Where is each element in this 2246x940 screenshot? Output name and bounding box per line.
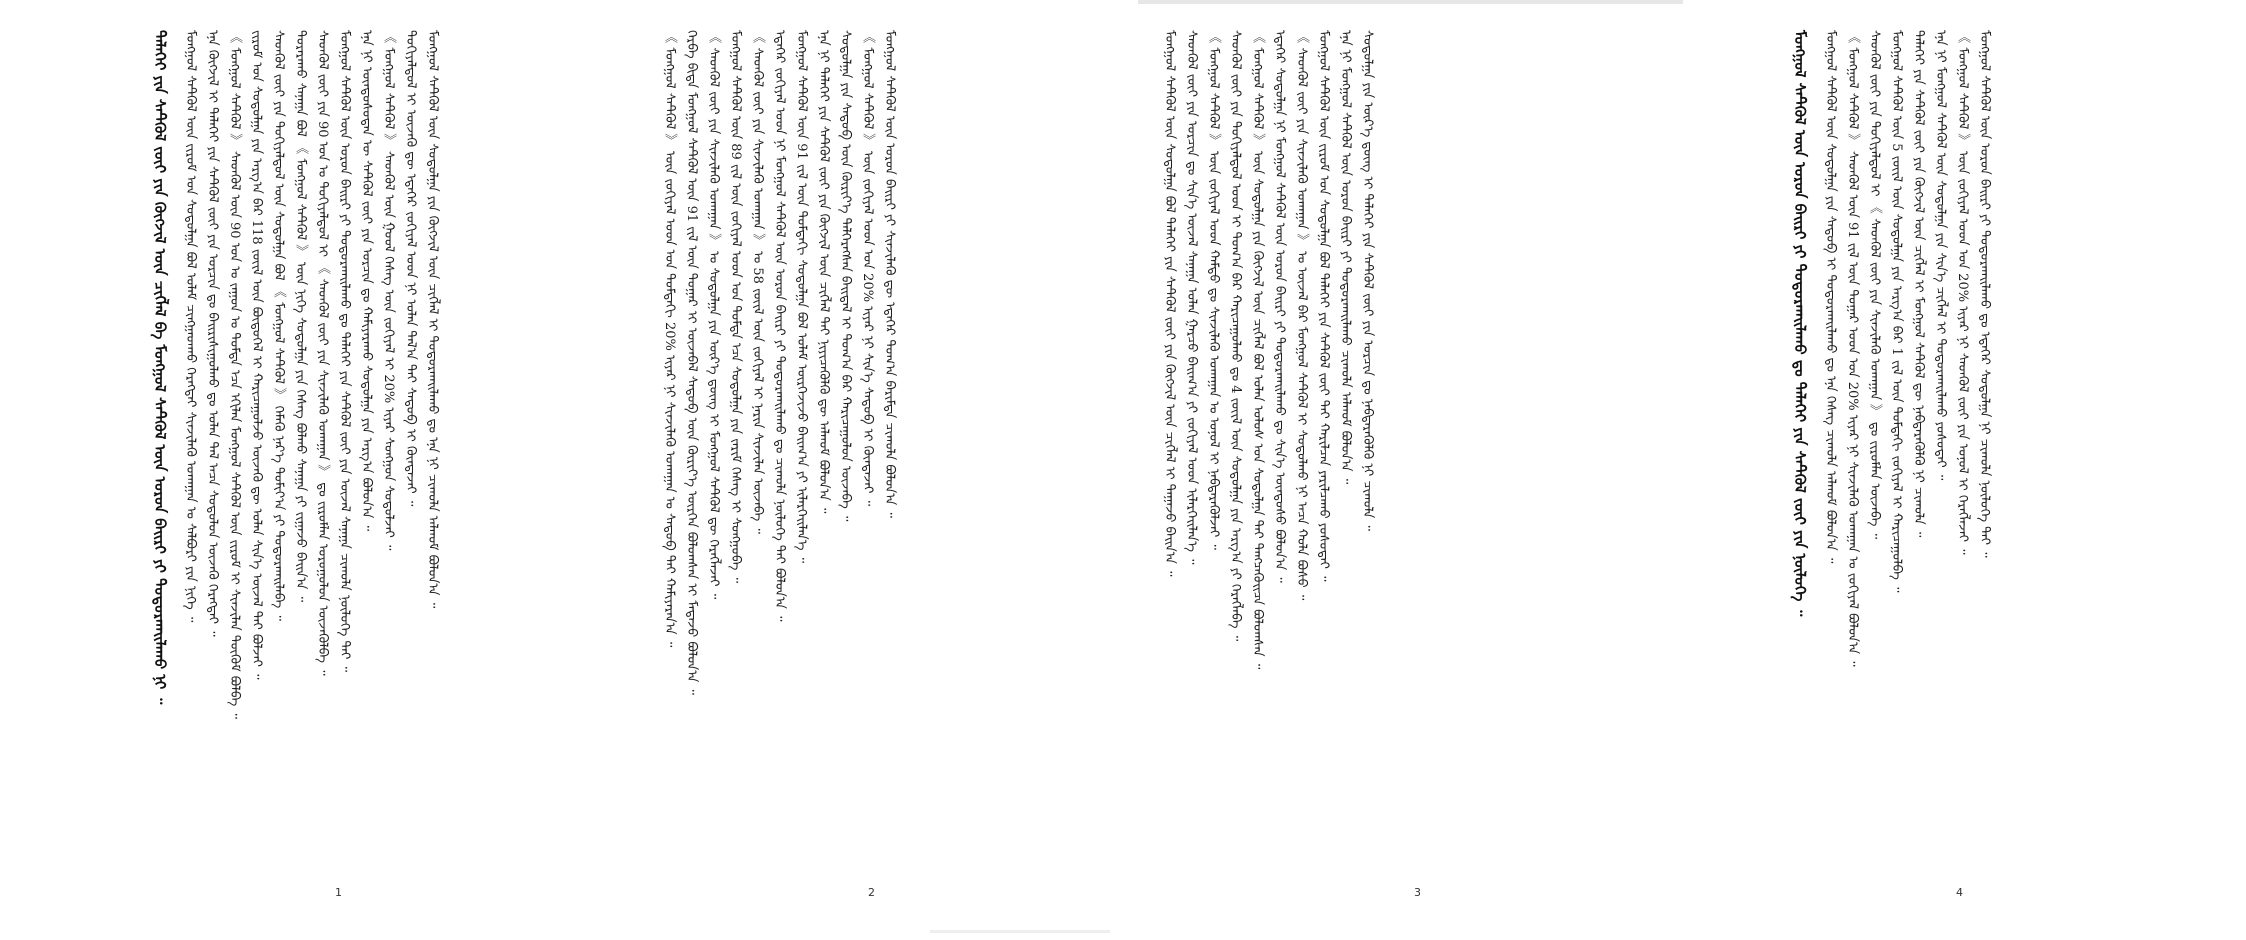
text-line: ᠮᠣᠩᠭᠣᠯ ᠰᠡᠲᠭᠦᠯ ᠦᠨ 89 ᠵᠢᠯ ᠦᠨ ᠵᠣᠬᠢᠶᠠᠯ ᠤᠳ ᠤᠨ ᠳᠤᠮᠳᠠ ᠡᠴᠡ ᠰᠤᠳᠤᠯᠭᠠ ᠶᠢᠨ ᠵᠠᠷᠢᠮ ᠬᠡᠰᠡᠭ ᠢ ᠰᠣᠩᠭᠣᠪᠠ ᠃ (728, 30, 743, 584)
text-line: ᠰᠤᠳᠤᠯᠭᠠ ᠶᠢᠨ ᠰᠡᠳᠦᠪ ᠦᠨ ᠬᠦᠷᠢᠶ᠎ᠡ ᠳᠡᠯᠭᠡᠷᠡᠭᠰᠡᠨ ᠪᠠᠢᠳᠠᠯ ᠢ ᠲᠣᠭ᠎ᠠ ᠪᠠᠷ ᠬᠠᠷᠢᠴᠠᠭᠤᠯᠤᠨ ᠦᠵᠡᠪᠡ ᠃ (838, 30, 853, 522)
text-line: 《 ᠮᠣᠩᠭᠣᠯ ᠰᠡᠲᠭᠦᠯ 》 ᠦᠨ ᠵᠣᠬᠢᠶᠠᠯ ᠤᠳ ᠤᠨ 20% ᠢᠶᠠᠷ ᠨᠢ ᠰᠡᠳᠬᠦᠯ ᠵᠦᠢ ᠶᠢᠨ ᠣᠨᠣᠯ ᠢ ᠬᠡᠷᠡᠭᠯᠡᠵᠡᠢ ᠃ (1955, 30, 1970, 555)
text-line: ᠳᠡᠯᠡᠬᠡᠢ ᠶᠢᠨ ᠰᠡᠲᠭᠦᠯ ᠵᠦᠢ ᠶᠢᠨ ᠬᠥᠭᠵᠢᠯ ᠦᠨ ᠴᠢᠭᠯᠡᠯ ᠢ ᠮᠣᠩᠭᠣᠯ ᠰᠡᠲᠭᠦᠯ ᠳᠦ ᠨᠡᠪᠲᠡᠷᠡᠭᠦᠯᠬᠦ ᠨᠢ ᠴᠢᠬᠤᠯᠠ ᠃ (1911, 30, 1926, 538)
text-line: ᠮᠣᠩᠭᠣᠯ ᠰᠡᠲᠭᠦᠯ ᠦᠨ ᠵᠢᠷᠤᠮ ᠤᠨ ᠰᠤᠳᠤᠯᠭᠠ ᠪᠣᠯ ᠤᠯᠠᠮ ᠴᠢᠩᠭᠠᠳᠬᠤ ᠬᠡᠷᠡᠭᠲᠡᠢ ᠰᠢᠨᠵᠢᠯᠡᠬᠦ ᠤᠬᠠᠭᠠᠨ ᠤ ᠰᠠᠯᠪᠤᠷᠢ ᠶᠢᠨ ᠨᠢᠭᠡ ᠃ (183, 30, 198, 623)
page-number-1: 1 (335, 886, 342, 899)
text-line: ᠡᠨᠡ ᠨᠢ ᠮᠣᠩᠭᠣᠯ ᠰᠡᠲᠭᠦᠯ ᠦᠨ ᠣᠷᠣᠨ ᠪᠠᠢᠷᠢ ᠶᠢ ᠲᠣᠳᠣᠷᠬᠠᠢᠯᠠᠬᠤ ᠴᠢᠬᠤᠯᠠ ᠠᠯᠬᠤᠮ ᠪᠣᠯᠤᠨ᠎ᠠ ᠃ (1338, 30, 1353, 485)
page-3-text-columns (1160, 30, 1410, 900)
text-line: 《 ᠮᠣᠩᠭᠣᠯ ᠰᠡᠲᠭᠦᠯ 》 ᠦᠨ ᠵᠣᠬᠢᠶᠠᠯ ᠤᠳ ᠬᠠᠮᠲᠤ ᠳᠤ ᠰᠢᠨᠵᠢᠯᠡᠬᠦ ᠤᠬᠠᠭᠠᠨ ᠤ ᠣᠨᠣᠯ ᠢ ᠨᠡᠪᠲᠡᠷᠡᠭᠦᠯᠵᠡᠢ ᠃ (1206, 30, 1221, 550)
text-line: 《 ᠮᠣᠩᠭᠣᠯ ᠰᠡᠲᠭᠦᠯ 》 ᠦᠨ ᠰᠤᠳᠤᠯᠭᠠ ᠶᠢᠨ ᠬᠥᠭᠵᠢᠯ ᠦᠨ ᠴᠢᠭᠯᠡᠯ ᠪᠣᠯ ᠣᠯᠠᠨ ᠤᠯᠤᠰ ᠤᠨ ᠰᠤᠳᠤᠯᠭᠠ ᠲᠠᠢ ᠲᠡᠩᠴᠡᠬᠦᠢᠴᠡ ᠪᠣᠯᠤᠭᠰᠠᠨ ᠃ (1250, 30, 1265, 670)
text-line: ᠰᠡᠳᠬᠦᠯ ᠵᠦᠢ ᠶᠢᠨ ᠲᠣᠬᠢᠶᠠᠯᠳᠤᠯ ᠦᠨ ᠰᠤᠳᠤᠯᠭᠠ ᠪᠣᠯ 《 ᠮᠣᠩᠭᠣᠯ ᠰᠡᠲᠭᠦᠯ 》 ᠬᠡᠮᠡᠬᠦ ᠨᠡᠷ᠎ᠡ ᠲᠣᠮᠢᠶ᠎ᠠ ᠶᠢ ᠲᠣᠳᠣᠷᠬᠠᠢᠯᠠᠪᠠ ᠃ (271, 30, 286, 621)
text-line: ᠵᠢᠷᠤᠮ ᠤᠨ ᠰᠤᠳᠤᠯᠭᠠ ᠶᠢᠨ ᠠᠷᠭ᠎ᠠ ᠪᠠᠷ 118 ᠵᠦᠢᠯ ᠦᠨ ᠪᠦᠲᠦᠭᠡᠯ ᠢ ᠬᠠᠷᠢᠴᠠᠭᠤᠯᠵᠤ ᠦᠵᠡᠬᠦ ᠳᠦ ᠣᠯᠠᠨ ᠰᠢᠨ᠎ᠡ ᠦᠵᠡᠯ ᠲᠡᠢ ᠪᠣᠯᠵᠠᠢ ᠃ (249, 30, 264, 680)
text-line: ᠮᠣᠩᠭᠣᠯ ᠰᠡᠲᠭᠦᠯ ᠦᠨ ᠰᠤᠳᠤᠯᠭᠠ ᠪᠣᠯ ᠳᠡᠯᠡᠬᠡᠢ ᠶᠢᠨ ᠰᠡᠲᠭᠦᠯ ᠵᠦᠢ ᠶᠢᠨ ᠬᠥᠭᠵᠢᠯ ᠦᠨ ᠴᠢᠭᠯᠡᠯ ᠢ ᠳᠠᠭᠠᠵᠤ ᠪᠠᠢᠨ᠎ᠠ ᠃ (1162, 30, 1177, 577)
text-line: 《 ᠮᠣᠩᠭᠣᠯ ᠰᠡᠲᠭᠦᠯ 》 ᠰᠡᠳᠭᠦᠯ ᠦᠨ 91 ᠵᠢᠯ ᠦᠨ ᠳᠤᠭᠠᠷ ᠤᠳ ᠤᠨ 20% ᠢᠶᠠᠷ ᠨᠢ ᠰᠢᠨᠵᠢᠯᠡᠬᠦ ᠤᠬᠠᠭᠠᠨ ᠤ ᠵᠣᠬᠢᠶᠠᠯ ᠪᠣᠯᠤᠨ᠎ᠠ ᠃ (1845, 30, 1860, 667)
text-line: 《 ᠮᠣᠩᠭᠣᠯ ᠰᠡᠲᠭᠦᠯ 》 ᠦᠨ ᠵᠣᠬᠢᠶᠠᠯ ᠤᠳ ᠤᠨ ᠳᠤᠮᠳᠠᠬᠢ 20% ᠢᠶᠠᠷ ᠨᠢ ᠰᠢᠨᠵᠢᠯᠡᠬᠦ ᠤᠬᠠᠭᠠᠨ ᠤ ᠰᠡᠳᠦᠪ ᠲᠠᠢ ᠬᠠᠮᠢᠶᠠᠷᠠᠨ᠎ᠠ ᠃ (662, 30, 677, 648)
text-line: ᠮᠣᠩᠭᠣᠯ ᠰᠡᠲᠭᠦᠯ ᠦᠨ ᠰᠤᠳᠤᠯᠭᠠ ᠶᠢᠨ ᠬᠥᠭᠵᠢᠯ ᠦᠨ ᠴᠢᠭᠯᠡᠯ ᠢ ᠲᠣᠳᠣᠷᠬᠠᠢᠯᠠᠬᠤ ᠳᠤ ᠡᠨᠡ ᠨᠢ ᠴᠢᠬᠤᠯᠠ ᠠᠯᠬᠤᠮ ᠪᠣᠯᠤᠨ᠎ᠠ ᠃ (425, 30, 440, 609)
text-line: ᠮᠣᠩᠭᠣᠯ ᠰᠡᠲᠭᠦᠯ ᠦᠨ ᠵᠢᠷᠤᠮ ᠤᠨ ᠰᠤᠳᠤᠯᠭᠠ ᠪᠣᠯ ᠳᠡᠯᠡᠬᠡᠢ ᠶᠢᠨ ᠰᠡᠲᠭᠦᠯ ᠵᠦᠢ ᠲᠡᠢ ᠬᠠᠷᠢᠯᠴᠠᠨ ᠶᠠᠷᠢᠯᠴᠠᠬᠤ ᠶᠣᠰᠣᠲᠠᠢ ᠃ (1316, 30, 1331, 582)
page-1-text-columns (150, 30, 440, 900)
text-line: 《 ᠰᠡᠳᠬᠦᠯ ᠵᠦᠢ ᠶᠢᠨ ᠰᠢᠨᠵᠢᠯᠡᠬᠦ ᠤᠬᠠᠭᠠᠨ 》 ᠤ 58 ᠵᠦᠢᠯ ᠦᠨ ᠵᠣᠬᠢᠶᠠᠯ ᠢ ᠨᠠᠷᠢᠨ ᠰᠢᠨᠵᠢᠯᠡᠨ ᠦᠵᠡᠪᠡ ᠃ (750, 30, 765, 534)
text-line: ᠮᠣᠩᠭᠣᠯ ᠰᠡᠲᠭᠦᠯ ᠦᠨ ᠣᠷᠣᠨ ᠪᠠᠢᠷᠢ ᠶᠢ ᠲᠣᠳᠣᠷᠬᠠᠢᠯᠠᠬᠤ ᠳᠤ ᠳᠡᠯᠡᠬᠡᠢ ᠶᠢᠨ ᠰᠡᠲᠭᠦᠯ ᠵᠦᠢ ᠶᠢᠨ ᠦᠵᠡᠯ ᠰᠠᠨᠠᠭᠠ ᠴᠢᠬᠤᠯᠠ ᠨᠥᠯᠦᠭᠡ ᠲᠡᠢ ᠃ (337, 30, 352, 673)
text-line: ᠡᠳᠡᠭᠡᠷ ᠵᠣᠬᠢᠶᠠᠯ ᠤᠳ ᠨᠢ ᠮᠣᠩᠭᠣᠯ ᠰᠡᠲᠭᠦᠯ ᠦᠨ ᠣᠷᠣᠨ ᠪᠠᠢᠷᠢ ᠶᠢ ᠲᠣᠳᠣᠷᠬᠠᠢᠯᠠᠬᠤ ᠳᠤ ᠴᠢᠬᠤᠯᠠ ᠨᠥᠯᠦᠭᠡ ᠲᠡᠢ ᠪᠣᠯᠤᠨ᠎ᠠ ᠃ (772, 30, 787, 622)
text-line: ᠰᠡᠳᠬᠦᠯ ᠵᠦᠢ ᠶᠢᠨ ᠲᠣᠬᠢᠶᠠᠯᠳᠤᠯ ᠤᠳ ᠢ ᠲᠣᠭ᠎ᠠ ᠪᠠᠷ ᠬᠠᠷᠢᠴᠠᠭᠤᠯᠬᠤ ᠳᠤ 4 ᠵᠦᠢᠯ ᠦᠨ ᠰᠤᠳᠤᠯᠭᠠ ᠶᠢᠨ ᠠᠷᠭ᠎ᠠ ᠶᠢ ᠬᠡᠷᠡᠭᠯᠡᠪᠡ ᠃ (1228, 30, 1243, 642)
page-number-3: 3 (1414, 886, 1421, 899)
text-line: ᠮᠣᠩᠭᠣᠯ ᠰᠡᠲᠭᠦᠯ ᠦᠨ 91 ᠵᠢᠯ ᠦᠨ ᠳᠤᠮᠳᠠᠬᠢ ᠰᠤᠳᠤᠯᠭᠠ ᠪᠣᠯ ᠤᠯᠠᠮ ᠥᠷᠭᠡᠵᠢᠵᠦ ᠪᠠᠢᠭ᠎ᠠ ᠶᠢ ᠢᠯᠡᠷᠬᠡᠢᠯᠡᠨ᠎ᠡ ᠃ (794, 30, 809, 564)
text-line: 《 ᠰᠡᠳᠬᠦᠯ ᠵᠦᠢ ᠶᠢᠨ ᠰᠢᠨᠵᠢᠯᠡᠬᠦ ᠤᠬᠠᠭᠠᠨ 》 ᠤ ᠰᠤᠳᠤᠯᠭᠠ ᠶᠢᠨ ᠦᠷ᠎ᠡ ᠳ᠋ᠦᠩ ᠢ ᠮᠣᠩᠭᠣᠯ ᠰᠡᠲᠭᠦᠯ ᠳᠦ ᠬᠡᠷᠡᠭᠯᠡᠵᠡᠢ ᠃ (706, 30, 721, 600)
text-line: ᠮᠣᠩᠭᠣᠯ ᠰᠡᠲᠭᠦᠯ ᠦᠨ 5 ᠵᠦᠢᠯ ᠦᠨ ᠰᠤᠳᠤᠯᠭᠠ ᠶᠢᠨ ᠠᠷᠭ᠎ᠠ ᠪᠠᠷ 1 ᠵᠢᠯ ᠦᠨ ᠳᠤᠮᠳᠠᠬᠢ ᠵᠣᠬᠢᠶᠠᠯ ᠢ ᠬᠠᠷᠢᠴᠠᠭᠤᠯᠪᠠ ᠃ (1889, 30, 1904, 593)
text-line: ᠮᠣᠩᠭᠣᠯ ᠰᠡᠲᠭᠦᠯ ᠦᠨ ᠣᠷᠣᠨ ᠪᠠᠢᠷᠢ ᠶᠢ ᠲᠣᠳᠣᠷᠬᠠᠢᠯᠠᠬᠤ ᠳᠤ ᠡᠳᠡᠭᠡᠷ ᠰᠤᠳᠤᠯᠭᠠ ᠨᠢ ᠴᠢᠬᠤᠯᠠ ᠨᠥᠯᠦᠭᠡ ᠲᠡᠢ ᠃ (1977, 30, 1992, 558)
text-line: ᠰᠡᠳᠬᠦᠯ ᠵᠦᠢ ᠶᠢᠨ ᠣᠷᠴᠢᠨ ᠳᠤ ᠰᠢᠨ᠎ᠡ ᠦᠵᠡᠯ ᠰᠠᠨᠠᠭᠠ ᠣᠯᠠᠨ ᠭᠠᠷᠴᠤ ᠪᠠᠢᠭ᠎ᠠ ᠶᠢ ᠵᠣᠬᠢᠶᠠᠯ ᠤᠳ ᠢᠯᠡᠷᠬᠡᠢᠯᠡᠨ᠎ᠡ ᠃ (1184, 30, 1199, 565)
text-line: 《 ᠮᠣᠩᠭᠣᠯ ᠰᠡᠲᠭᠦᠯ 》 ᠰᠡᠳᠭᠦᠯ ᠦᠨ 90 ᠣᠨ ᠤ ᠵᠠᠭᠤᠨ ᠤ ᠳᠤᠮᠳᠠ ᠡᠴᠡ ᠡᠬᠢᠯᠡᠨ ᠮᠣᠩᠭᠣᠯ ᠰᠡᠲᠭᠦᠯ ᠦᠨ ᠵᠢᠷᠤᠮ ᠢ ᠰᠢᠨᠵᠢᠯᠡᠨ ᠳᠦᠭᠦᠮ ᠪᠣᠯᠪᠠ ᠃ (227, 30, 242, 719)
text-line: ᠡᠨᠡ ᠨᠢ ᠮᠣᠩᠭᠣᠯ ᠰᠡᠲᠭᠦᠯ ᠦᠨ ᠰᠤᠳᠤᠯᠭᠠ ᠶᠢᠨ ᠰᠢᠨ᠎ᠡ ᠴᠢᠭᠯᠡᠯ ᠢ ᠲᠣᠳᠣᠷᠬᠠᠢᠯᠠᠬᠤ ᠶᠣᠰᠣᠲᠠᠢ ᠃ (1933, 30, 1948, 481)
text-line: ᠬᠡᠷᠪᠡ ᠪᠢᠳᠡ ᠮᠣᠩᠭᠣᠯ ᠰᠡᠲᠭᠦᠯ ᠦᠨ 91 ᠵᠢᠯ ᠦᠨ ᠳᠤᠭᠠᠷ ᠢ ᠦᠵᠡᠪᠡᠯ ᠰᠡᠳᠦᠪ ᠦᠨ ᠬᠦᠷᠢᠶ᠎ᠡ ᠥᠷᠭᠡᠨ ᠪᠣᠯᠤᠭᠰᠠᠨ ᠢ ᠮᠡᠳᠡᠵᠦ ᠪᠣᠯᠤᠨ᠎ᠠ ᠃ (684, 30, 699, 695)
text-line: ᠲᠣᠬᠢᠶᠠᠯᠳᠤᠯ ᠢ ᠦᠵᠡᠬᠦ ᠳᠦ ᠡᠳᠡᠭᠡᠷ ᠵᠣᠬᠢᠶᠠᠯ ᠤᠳ ᠨᠢ ᠣᠯᠠᠨ ᠲᠠᠯ᠎ᠠ ᠲᠠᠢ ᠰᠡᠳᠦᠪ ᠢ ᠬᠥᠨᠳᠡᠵᠡᠢ ᠃ (403, 30, 418, 507)
document-page-1 (150, 30, 440, 900)
page-1-heading: ᠳᠡᠯᠡᠬᠡᠢ ᠶᠢᠨ ᠰᠡᠲᠭᠦᠯ ᠵᠦᠢ ᠶᠢᠨ ᠬᠥᠭᠵᠢᠯ ᠦᠨ ᠴᠢᠭᠯᠡᠯ ᠪᠠ ᠮᠣᠩᠭᠣᠯ ᠰᠡᠲᠭᠦᠯ ᠦᠨ ᠣᠷᠣᠨ ᠪᠠᠢᠷᠢ ᠶᠢ ᠲᠣᠳᠣᠷᠬᠠᠢᠯᠠᠬᠤ ᠨᠢ ᠃ (151, 30, 169, 705)
text-line: ᠡᠨᠡ ᠨᠢ ᠦᠨᠳᠦᠰᠦᠲᠡᠨ ᠦ ᠰᠡᠲᠭᠦᠯ ᠵᠦᠢ ᠶᠢᠨ ᠣᠷᠴᠢᠨ ᠳᠤ ᠬᠠᠮᠢᠶᠠᠷᠠᠬᠤ ᠰᠤᠳᠤᠯᠭᠠ ᠶᠢᠨ ᠠᠷᠭ᠎ᠠ ᠪᠣᠯᠤᠨ᠎ᠠ ᠃ (359, 30, 374, 532)
page-number-4: 4 (1956, 886, 1963, 899)
scan-edge-shadow (1138, 0, 1683, 4)
scan-artifact (930, 930, 1110, 933)
text-line: 《 ᠮᠣᠩᠭᠣᠯ ᠰᠡᠲᠭᠦᠯ 》 ᠦᠨ ᠵᠣᠬᠢᠶᠠᠯ ᠤᠳ ᠤᠨ 20% ᠢᠶᠠᠷ ᠨᠢ ᠰᠢᠨ᠎ᠡ ᠰᠡᠳᠦᠪ ᠢ ᠬᠥᠨᠳᠡᠵᠡᠢ ᠃ (860, 30, 875, 507)
document-page-2 (660, 30, 897, 900)
page-4-heading: ᠮᠣᠩᠭᠣᠯ ᠰᠡᠲᠭᠦᠯ ᠦᠨ ᠣᠷᠣᠨ ᠪᠠᠢᠷᠢ ᠶᠢ ᠲᠣᠳᠣᠷᠬᠠᠢᠯᠠᠬᠤ ᠳᠤ ᠳᠡᠯᠡᠬᠡᠢ ᠶᠢᠨ ᠰᠡᠲᠭᠦᠯ ᠵᠦᠢ ᠶᠢᠨ ᠨᠥᠯᠦᠭᠡ ᠃ (1791, 30, 1809, 617)
text-line: ᠰᠡᠳᠬᠦᠯ ᠵᠦᠢ ᠶᠢᠨ ᠲᠣᠬᠢᠶᠠᠯᠳᠤᠯ ᠢ 《 ᠰᠡᠳᠬᠦᠯ ᠵᠦᠢ ᠶᠢᠨ ᠰᠢᠨᠵᠢᠯᠡᠬᠦ ᠤᠬᠠᠭᠠᠨ 》 ᠳᠤ ᠵᠢᠷᠤᠮᠯᠠᠨ ᠦᠵᠡᠪᠡ ᠃ (1867, 30, 1882, 540)
document-page-3 (1160, 30, 1410, 900)
text-line: ᠮᠣᠩᠭᠣᠯ ᠰᠡᠲᠭᠦᠯ ᠦᠨ ᠰᠤᠳᠤᠯᠭᠠ ᠶᠢᠨ ᠰᠡᠳᠦᠪ ᠢ ᠲᠣᠳᠣᠷᠬᠠᠢᠯᠠᠬᠤ ᠳᠤ ᠡᠨᠡ ᠬᠡᠰᠡᠭ ᠴᠢᠬᠤᠯᠠ ᠠᠯᠬᠤᠮ ᠪᠣᠯᠤᠨ᠎ᠠ ᠃ (1823, 30, 1838, 564)
text-line: ᠡᠳᠡᠭᠡᠷ ᠰᠤᠳᠤᠯᠭᠠ ᠨᠢ ᠮᠣᠩᠭᠣᠯ ᠰᠡᠲᠭᠦᠯ ᠦᠨ ᠣᠷᠣᠨ ᠪᠠᠢᠷᠢ ᠶᠢ ᠲᠣᠳᠣᠷᠬᠠᠢᠯᠠᠬᠤ ᠳᠤ ᠰᠢᠨ᠎ᠡ ᠦᠨᠳᠦᠰᠦ ᠪᠣᠯᠤᠨ᠎ᠠ ᠃ (1272, 30, 1287, 583)
page-2-text-columns (660, 30, 897, 900)
text-line: ᠡᠨᠡ ᠬᠥᠭᠵᠢᠯ ᠢ ᠳᠡᠯᠡᠬᠡᠢ ᠶᠢᠨ ᠰᠡᠲᠭᠦᠯ ᠵᠦᠢ ᠶᠢᠨ ᠣᠷᠴᠢᠨ ᠳᠤ ᠪᠠᠢᠷᠢᠰᠢᠭᠤᠯᠬᠤ ᠳᠤ ᠣᠯᠠᠨ ᠲᠠᠯ ᠠᠴᠠ ᠰᠤᠳᠤᠯᠤᠨ ᠦᠵᠡᠬᠦ ᠬᠡᠷᠡᠭᠲᠡᠢ ᠃ (205, 30, 220, 637)
text-line: 《 ᠮᠣᠩᠭᠣᠯ ᠰᠡᠲᠭᠦᠯ 》 ᠰᠡᠳᠭᠦᠯ ᠦᠨ ᠭᠣᠣᠯ ᠬᠡᠰᠡᠭ ᠦᠨ ᠵᠣᠬᠢᠶᠠᠯ ᠢ 20% ᠢᠶᠠᠷ ᠰᠣᠩᠭᠣᠨ ᠰᠤᠳᠤᠯᠵᠠᠢ ᠃ (381, 30, 396, 551)
text-line: ᠰᠤᠳᠤᠯᠭᠠ ᠶᠢᠨ ᠦᠷ᠎ᠡ ᠳ᠋ᠦᠩ ᠢ ᠳᠡᠯᠡᠬᠡᠢ ᠶᠢᠨ ᠰᠡᠲᠭᠦᠯ ᠵᠦᠢ ᠶᠢᠨ ᠣᠷᠴᠢᠨ ᠳᠤ ᠨᠡᠪᠲᠡᠷᠡᠭᠦᠯᠬᠦ ᠨᠢ ᠴᠢᠬᠤᠯᠠ ᠃ (1360, 30, 1375, 531)
page-4-text-columns (1790, 30, 2040, 900)
text-line: ᠳᠤᠷᠠᠷᠠᠬᠤ ᠰᠠᠨᠠᠭᠠ ᠪᠣᠯ 《 ᠮᠣᠩᠭᠣᠯ ᠰᠡᠲᠭᠦᠯ 》 ᠦᠨ ᠨᠢᠭᠡ ᠰᠤᠳᠤᠯᠭᠠ ᠶᠢᠨ ᠬᠡᠰᠡᠭ ᠪᠣᠯᠬᠤ ᠰᠠᠨᠠᠭᠠ ᠶᠢ ᠵᠢᠭᠠᠵᠤ ᠪᠠᠢᠨ᠎ᠠ ᠃ (293, 30, 308, 603)
document-page-4 (1790, 30, 2040, 900)
page-number-2: 2 (868, 886, 875, 899)
text-line: ᠡᠨᠡ ᠨᠢ ᠳᠡᠯᠡᠬᠡᠢ ᠶᠢᠨ ᠰᠡᠲᠭᠦᠯ ᠵᠦᠢ ᠶᠢᠨ ᠬᠥᠭᠵᠢᠯ ᠦᠨ ᠴᠢᠭᠯᠡᠯ ᠲᠡᠢ ᠨᠢᠶᠢᠴᠡᠭᠦᠯᠬᠦ ᠳᠦ ᠠᠯᠬᠤᠮ ᠪᠣᠯᠤᠨ᠎ᠠ ᠃ (816, 30, 831, 514)
text-line: 《 ᠰᠡᠳᠬᠦᠯ ᠵᠦᠢ ᠶᠢᠨ ᠰᠢᠨᠵᠢᠯᠡᠬᠦ ᠤᠬᠠᠭᠠᠨ 》 ᠤ ᠦᠵᠡᠯ ᠪᠠᠷ ᠮᠣᠩᠭᠣᠯ ᠰᠡᠲᠭᠦᠯ ᠢ ᠰᠤᠳᠤᠯᠬᠤ ᠨᠢ ᠠᠴᠠ ᠬᠣᠯᠠ ᠪᠤᠰᠤ ᠃ (1294, 30, 1309, 601)
text-line: ᠮᠣᠩᠭᠣᠯ ᠰᠡᠲᠭᠦᠯ ᠦᠨ ᠣᠷᠣᠨ ᠪᠠᠢᠷᠢ ᠶᠢ ᠰᠢᠨᠵᠢᠯᠡᠬᠦ ᠳᠦ ᠡᠳᠡᠭᠡᠷ ᠲᠣᠭ᠎ᠠ ᠪᠠᠷᠢᠮᠲᠠ ᠴᠢᠬᠤᠯᠠ ᠪᠣᠯᠤᠨ᠎ᠠ ᠃ (882, 30, 897, 518)
text-line: ᠰᠡᠳᠬᠦᠯ ᠵᠦᠢ ᠶᠢᠨ 90 ᠣᠨ ᠤ ᠲᠣᠬᠢᠶᠠᠯᠳᠤᠯ ᠢ 《 ᠰᠡᠳᠬᠦᠯ ᠵᠦᠢ ᠶᠢᠨ ᠰᠢᠨᠵᠢᠯᠡᠬᠦ ᠤᠬᠠᠭᠠᠨ 》 ᠳᠤ ᠵᠢᠷᠤᠮᠯᠠᠨ ᠣᠷᠣᠭᠤᠯᠤᠨ ᠦᠵᠡᠭᠦᠯᠪᠡ ᠃ (315, 30, 330, 676)
